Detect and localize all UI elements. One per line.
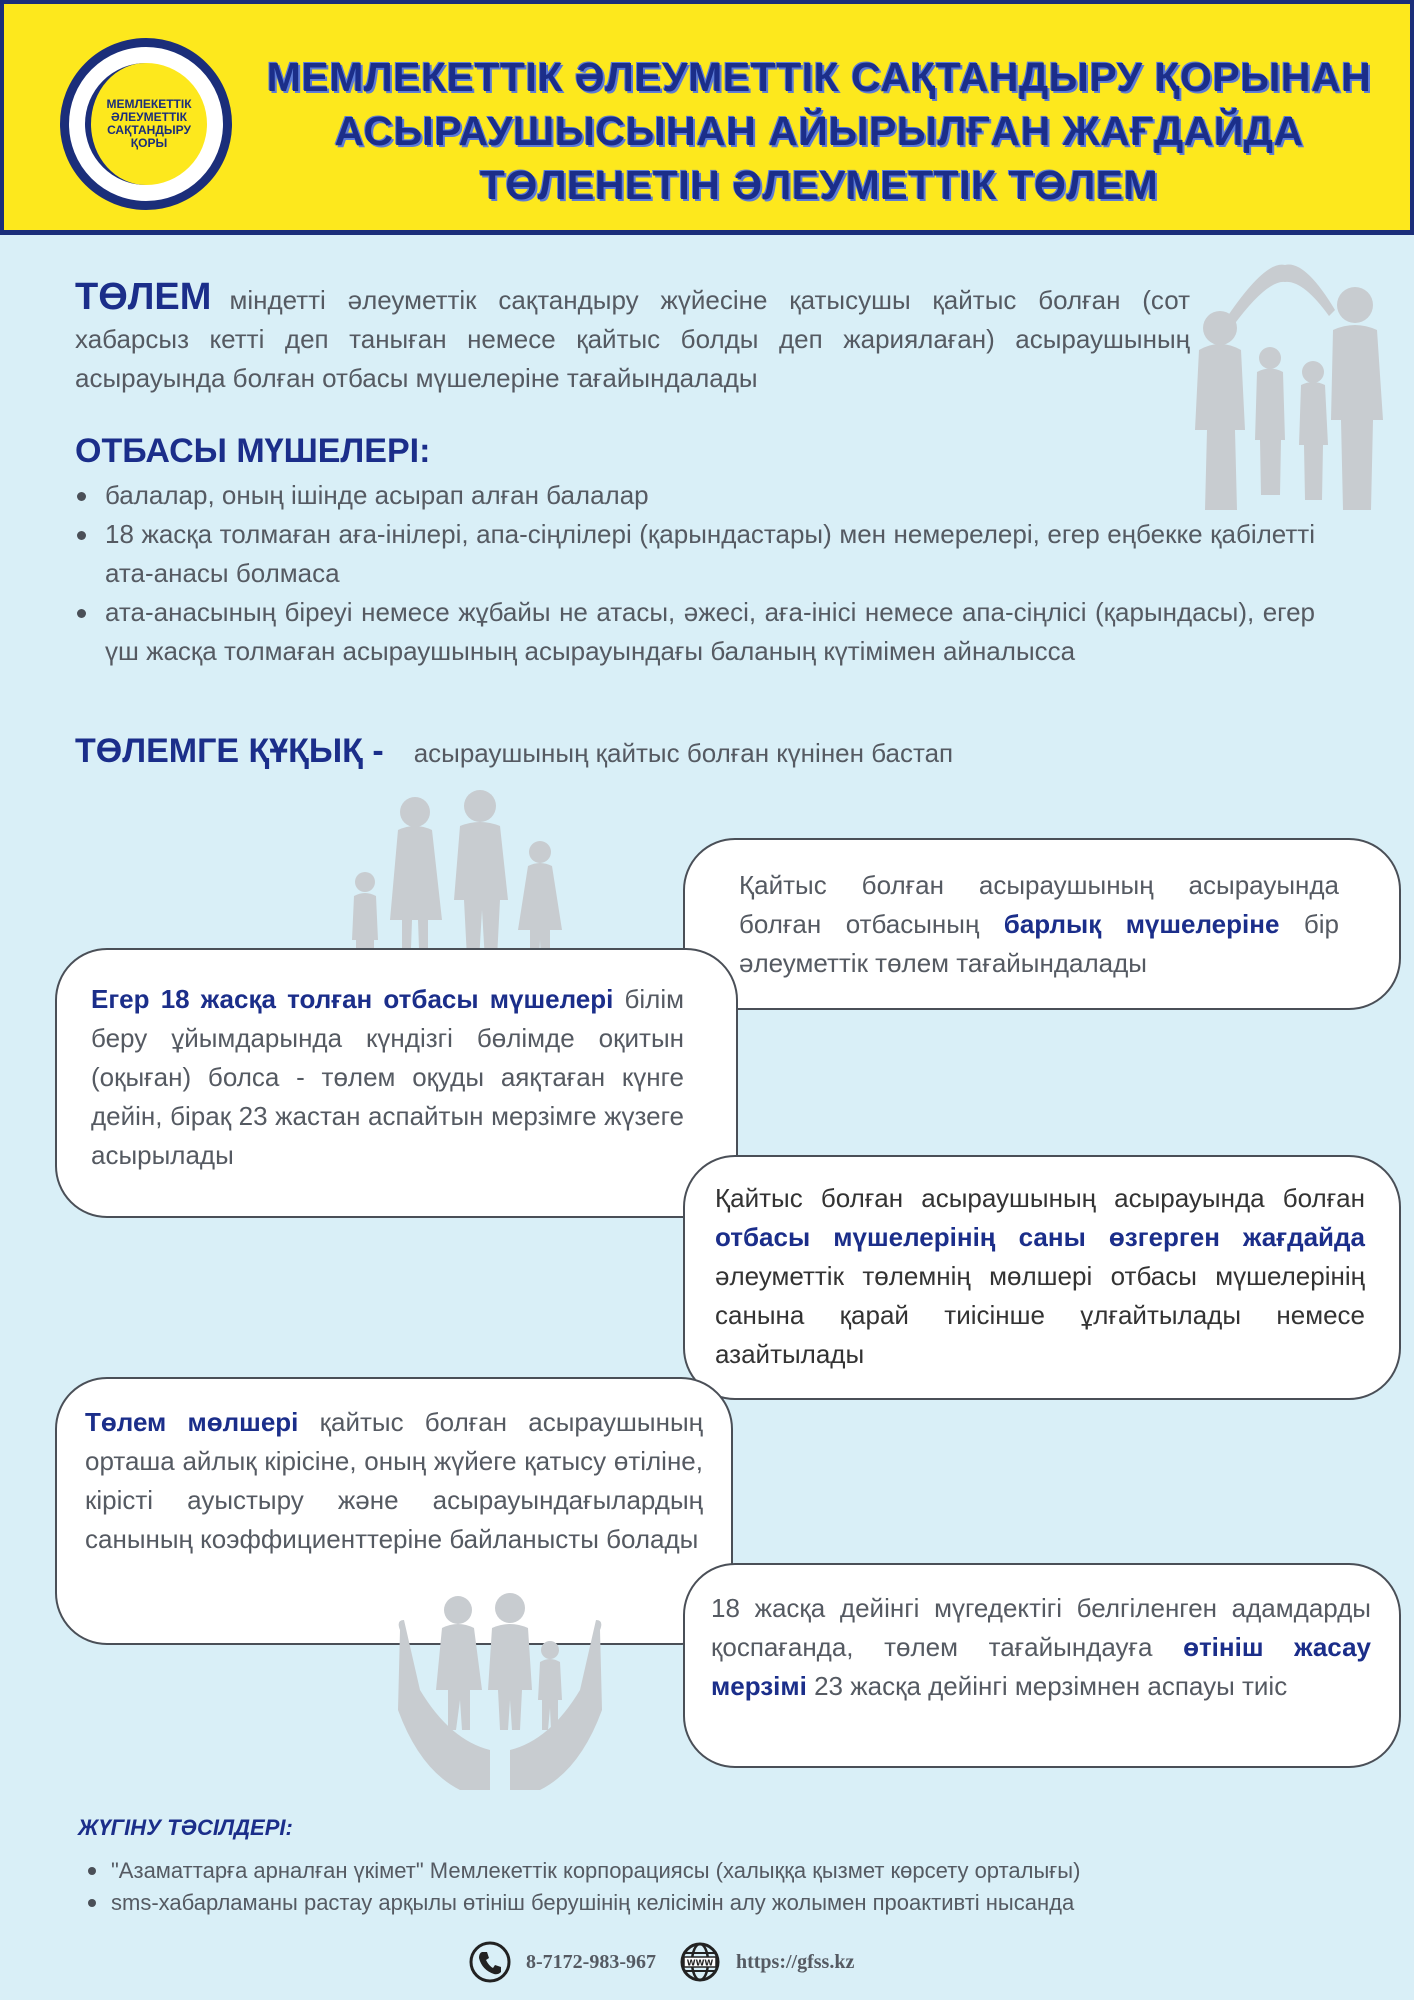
- title-line-3: ТӨЛЕНЕТІН ӘЛЕУМЕТТІК ТӨЛЕМ: [479, 162, 1159, 208]
- logo-text: МЕМЛЕКЕТТІК ӘЛЕУМЕТТІК САҚТАНДЫРУ ҚОРЫ: [106, 97, 192, 150]
- card3-text-pre: Қайтыс болған асыраушының асырауында болған: [715, 1183, 1365, 1213]
- phone-icon: [468, 1940, 512, 1984]
- card2-text-bold: Егер 18 жасқа толған отбасы мүшелері: [91, 984, 614, 1014]
- card5-text-post: 23 жасқа дейінгі мерзімнен аспауы тиіс: [806, 1671, 1288, 1701]
- list-item: 18 жасқа толмаған аға-інілері, апа-сіңлілері (қарындастары) мен немерелері, егер еңбекке қабілетті ата-анасы болмаса: [75, 515, 1315, 593]
- page-title: [254, 50, 1384, 212]
- website-link[interactable]: https://gfss.kz: [735, 1950, 855, 1973]
- card1-text-post: бір әлеуметтік төлем тағайындалады: [739, 909, 1339, 978]
- list-item: sms-хабарламаны растау арқылы өтініш берушінің келісімін алу жолымен проактивті нысанда: [110, 1887, 1310, 1919]
- family-care-hands-icon: [390, 1590, 610, 1790]
- card-education: [55, 948, 738, 1218]
- family-heading: ОТБАСЫ МҮШЕЛЕРІ:: [75, 432, 431, 470]
- svg-text:WWW: WWW: [686, 1958, 714, 1968]
- list-item: балалар, оның ішінде асырап алған балалар: [75, 476, 1315, 515]
- card3-text-post: әлеуметтік төлемнің мөлшері отбасы мүшелерінің санына қарай тиісінше ұлғайтылады немесе азайтылады: [715, 1261, 1365, 1369]
- globe-icon: [678, 1940, 722, 1984]
- card1-text-bold: барлық мүшелеріне: [1003, 909, 1280, 939]
- card1-text-pre: Қайтыс болған асыраушының асырауында болған отбасының: [739, 870, 1339, 939]
- right-text: асыраушының қайтыс болған күнінен бастап: [413, 738, 954, 768]
- fund-logo: [60, 38, 232, 210]
- card-application-deadline: [683, 1563, 1401, 1768]
- card-family-change: [683, 1155, 1401, 1400]
- list-item: ата-анасының біреуі немесе жұбайы не атасы, әжесі, аға-інісі немесе апа-сіңлісі (қарындасы), егер үш жасқа толмаған асыраушының асырауындағы баланың күтімімен айналысса: [75, 593, 1315, 671]
- payment-text: міндетті әлеуметтік сақтандыру жүйесіне қатысушы қайтыс болған (сот хабарсыз кетті деп таныған немесе қайтыс болды деп жариялаған) асыраушының асырауында болған отбасы мүшелеріне тағайындалады: [75, 285, 1190, 393]
- card4-text-bold: Төлем мөлшері: [85, 1407, 299, 1437]
- card3-text-bold: отбасы мүшелерінің саны өзгерген жағдайда: [715, 1222, 1365, 1252]
- right-to-payment: [75, 732, 953, 773]
- card5-text-pre: 18 жасқа дейінгі мүгедектігі белгіленген адамдарды қоспағанда, төлем тағайындауға: [711, 1593, 1371, 1662]
- family-members-list: [75, 476, 1315, 671]
- payment-section: [75, 278, 1190, 398]
- right-heading: ТӨЛЕМГЕ ҚҰҚЫҚ -: [75, 732, 384, 770]
- card2-text-post: білім беру ұйымдарында күндізгі бөлімде оқитын (оқыған) болса - төлем оқуды аяқтаған күнге дейін, бірақ 23 жастан аспайтын мерзімге жүзеге асырылады: [91, 984, 684, 1170]
- card4-text-post: қайтыс болған асыраушының орташа айлық кірісіне, оның жүйеге қатысу өтіліне, кірісті ауыстыру және асырауындағылардың санының коэффициенттеріне байланысты болады: [85, 1407, 703, 1554]
- contact-info: [468, 1940, 876, 1984]
- family-heading-wrap: [75, 432, 430, 471]
- header-banner: [0, 0, 1414, 235]
- contact-methods-list: [110, 1855, 1310, 1919]
- phone-number[interactable]: 8-7172-983-967: [526, 1950, 656, 1973]
- title-line-2: АСЫРАУШЫСЫНАН АЙЫРЫЛҒАН ЖАҒДАЙДА: [334, 108, 1304, 154]
- list-item: "Азаматтарға арналған үкімет" Мемлекеттік корпорациясы (халыққа қызмет көрсету орталығы): [110, 1855, 1310, 1887]
- payment-heading: ТӨЛЕМ: [75, 276, 212, 318]
- title-line-1: МЕМЛЕКЕТТІК ӘЛЕУМЕТТІК САҚТАНДЫРУ ҚОРЫНАН: [266, 54, 1372, 100]
- card5-text-bold: өтініш жасау мерзімі: [711, 1632, 1371, 1701]
- card-single-payment: [683, 838, 1401, 1010]
- contact-methods-heading: ЖҮГІНУ ТӘСІЛДЕРІ:: [78, 1815, 293, 1840]
